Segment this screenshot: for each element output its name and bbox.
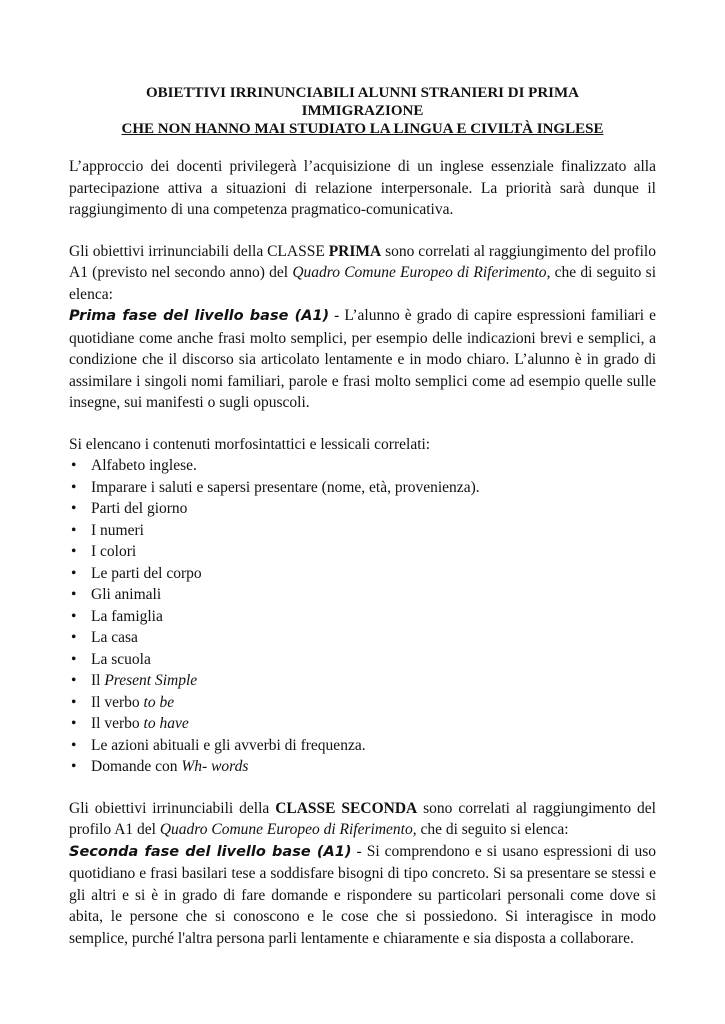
bullet-icon: • bbox=[71, 564, 77, 582]
bullet-icon: • bbox=[71, 607, 77, 625]
seconda-fase-title: Seconda fase del livello base (A1) bbox=[69, 843, 352, 860]
bullet-icon: • bbox=[71, 736, 77, 754]
bullet-icon: • bbox=[71, 715, 77, 732]
list-item: • Gli animali bbox=[69, 584, 656, 606]
prima-fase-paragraph bbox=[69, 305, 656, 414]
contenuti-list bbox=[69, 455, 656, 778]
classe-seconda-text-2: sono correlati al raggiungimento del profilo A1 del bbox=[69, 799, 656, 838]
bullet-icon: • bbox=[71, 650, 77, 668]
classe-prima-text-1: Gli obiettivi irrinunciabili della CLASSE bbox=[69, 242, 329, 260]
list-item: • Il verbo to have bbox=[69, 713, 656, 735]
seconda-fase-paragraph bbox=[69, 841, 656, 950]
seconda-fase-text: - Si comprendono e si usano espressioni di uso quotidiano e frasi basilari tese a soddisfare bisogni di tipo concreto. Si sa presentare se stessi e gli altri e si è in grado di fare domande e rispondere su particolari personali come dove si abita, le persone che si conoscono e le cose che si possiedono. Si interagisce in modo semplice, purché l'altra persona parli lentamente e chiaramente e sia disposta a collaborare. bbox=[69, 842, 656, 947]
title-line-1: OBIETTIVI IRRINUNCIABILI ALUNNI STRANIERI DI PRIMA bbox=[145, 85, 579, 101]
prima-fase-text: - L’alunno è grado di capire espressioni familiari e quotidiane come anche frasi molto semplici, per esempio delle indicazioni brevi e semplici, a condizione che il discorso sia articolato lentamente e in modo chiaro. L’alunno è in grado di assimilare i singoli nomi familiari, parole e frasi molto semplici come ad esempio quelle sulle insegne, sui manifesti o sugli opuscoli. bbox=[69, 307, 656, 411]
bullet-icon: • bbox=[71, 586, 77, 603]
bullet-icon: • bbox=[71, 629, 77, 646]
list-item: • La famiglia bbox=[69, 606, 656, 628]
list-item: • Alfabeto inglese. bbox=[69, 455, 656, 477]
prima-fase-title: Prima fase del livello base (A1) bbox=[69, 308, 330, 324]
bullet-icon: • bbox=[71, 521, 77, 539]
list-item: • Le azioni abituali e gli avverbi di frequenza. bbox=[69, 735, 656, 757]
classe-seconda-text-1: Gli obiettivi irrinunciabili della bbox=[69, 799, 276, 817]
bullet-icon: • bbox=[71, 500, 77, 517]
list-item: • I colori bbox=[69, 541, 656, 563]
classe-seconda-text-3: , che di seguito si elenca: bbox=[412, 821, 569, 838]
classe-prima-qcer: Quadro Comune Europeo di Riferimento bbox=[292, 264, 547, 281]
bullet-icon: • bbox=[71, 672, 77, 689]
classe-seconda-paragraph bbox=[69, 798, 656, 841]
bullet-icon: • bbox=[71, 693, 77, 711]
intro-paragraph: L’approccio dei docenti privilegerà l’acquisizione di un inglese essenziale finalizzato alla partecipazione attiva a situazioni di relazione interpersonale. La priorità sarà dunque il raggiungimento di una competenza pragmatico-comunicativa. bbox=[69, 158, 656, 218]
classe-seconda-qcer: Quadro Comune Europeo di Riferimento bbox=[159, 821, 413, 838]
list-item: • Imparare i saluti e sapersi presentare (nome, età, provenienza). bbox=[69, 477, 656, 499]
bullet-icon: • bbox=[71, 543, 77, 560]
classe-prima-text-3: , che di seguito si elenca: bbox=[69, 264, 656, 303]
bullet-icon: • bbox=[71, 758, 77, 775]
document-title bbox=[69, 84, 656, 138]
classe-prima-label: PRIMA bbox=[328, 242, 382, 260]
list-item: • Domande con Wh- words bbox=[69, 756, 656, 778]
contenuti-intro: Si elencano i contenuti morfosintattici e lessicali correlati: bbox=[69, 435, 431, 453]
classe-prima-paragraph bbox=[69, 241, 656, 306]
list-item: • La casa bbox=[69, 627, 656, 649]
bullet-icon: • bbox=[71, 457, 77, 474]
title-line-2: IMMIGRAZIONE bbox=[301, 103, 424, 119]
classe-prima-text-2: sono correlati al raggiungimento del profilo A1 (previsto nel secondo anno) del bbox=[69, 242, 656, 281]
list-item: • Parti del giorno bbox=[69, 498, 656, 520]
list-item: • Il verbo to be bbox=[69, 692, 656, 714]
classe-seconda-label: CLASSE SECONDA bbox=[275, 799, 418, 817]
title-line-3: CHE NON HANNO MAI STUDIATO LA LINGUA E CIVILTÀ INGLESE bbox=[121, 121, 604, 137]
list-item: • I numeri bbox=[69, 520, 656, 542]
list-item: • Le parti del corpo bbox=[69, 563, 656, 585]
bullet-icon: • bbox=[71, 478, 77, 496]
list-item: • La scuola bbox=[69, 649, 656, 671]
list-item: • Il Present Simple bbox=[69, 670, 656, 692]
